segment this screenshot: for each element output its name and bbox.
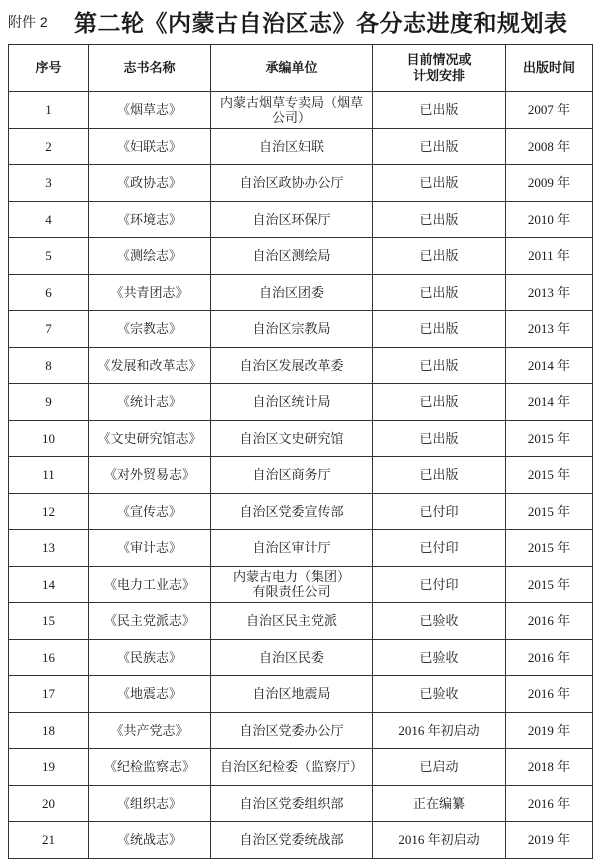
cell-name: 《地震志》: [89, 676, 211, 713]
cell-year: 2015 年: [506, 457, 593, 494]
cell-year: 2011 年: [506, 238, 593, 275]
annex-label: 附件 2: [8, 14, 48, 30]
cell-year: 2016 年: [506, 603, 593, 640]
cell-no: 3: [9, 165, 89, 202]
cell-status: 已出版: [373, 165, 506, 202]
cell-status: 已出版: [373, 274, 506, 311]
cell-name: 《共产党志》: [89, 712, 211, 749]
table-row: [9, 384, 593, 421]
header-year: 出版时间: [506, 45, 593, 92]
cell-unit: 自治区党委办公厅: [211, 712, 373, 749]
cell-no: 19: [9, 749, 89, 786]
cell-unit: 自治区民委: [211, 639, 373, 676]
cell-unit: 自治区地震局: [211, 676, 373, 713]
cell-year: 2016 年: [506, 639, 593, 676]
header-row: [9, 45, 593, 92]
cell-status: 2016 年初启动: [373, 822, 506, 859]
cell-status: 已出版: [373, 92, 506, 129]
table-row: [9, 347, 593, 384]
progress-table: [8, 44, 593, 859]
table-row: [9, 238, 593, 275]
cell-no: 2: [9, 128, 89, 165]
cell-unit: 自治区商务厅: [211, 457, 373, 494]
table-row: [9, 822, 593, 859]
cell-year: 2014 年: [506, 347, 593, 384]
table-row: [9, 785, 593, 822]
table-row: [9, 201, 593, 238]
cell-name: 《民族志》: [89, 639, 211, 676]
cell-name: 《统计志》: [89, 384, 211, 421]
cell-name: 《民主党派志》: [89, 603, 211, 640]
table-row: [9, 420, 593, 457]
table-row: [9, 493, 593, 530]
cell-no: 20: [9, 785, 89, 822]
cell-year: 2016 年: [506, 785, 593, 822]
cell-year: 2019 年: [506, 712, 593, 749]
cell-no: 18: [9, 712, 89, 749]
cell-no: 16: [9, 639, 89, 676]
header-name: 志书名称: [89, 45, 211, 92]
cell-name: 《宗教志》: [89, 311, 211, 348]
table-row: [9, 639, 593, 676]
table-row: [9, 530, 593, 567]
cell-year: 2015 年: [506, 530, 593, 567]
cell-no: 13: [9, 530, 89, 567]
cell-unit: 自治区政协办公厅: [211, 165, 373, 202]
cell-year: 2008 年: [506, 128, 593, 165]
cell-unit: 自治区测绘局: [211, 238, 373, 275]
cell-name: 《政协志》: [89, 165, 211, 202]
cell-no: 15: [9, 603, 89, 640]
cell-status: 正在编纂: [373, 785, 506, 822]
header-unit: 承编单位: [211, 45, 373, 92]
cell-year: 2018 年: [506, 749, 593, 786]
table-row: [9, 165, 593, 202]
cell-unit: 自治区党委宣传部: [211, 493, 373, 530]
table-row: [9, 92, 593, 129]
table-row: [9, 712, 593, 749]
cell-name: 《共青团志》: [89, 274, 211, 311]
table-header: [9, 45, 593, 92]
table-body: [9, 92, 593, 859]
cell-no: 4: [9, 201, 89, 238]
cell-unit: 自治区党委统战部: [211, 822, 373, 859]
cell-year: 2007 年: [506, 92, 593, 129]
cell-name: 《宣传志》: [89, 493, 211, 530]
cell-name: 《文史研究馆志》: [89, 420, 211, 457]
cell-no: 10: [9, 420, 89, 457]
cell-unit: 自治区民主党派: [211, 603, 373, 640]
cell-status: 已出版: [373, 128, 506, 165]
cell-no: 8: [9, 347, 89, 384]
table-row: [9, 749, 593, 786]
table-row: [9, 603, 593, 640]
cell-status: 已付印: [373, 566, 506, 603]
cell-unit: 自治区党委组织部: [211, 785, 373, 822]
table-row: [9, 128, 593, 165]
cell-no: 14: [9, 566, 89, 603]
cell-no: 21: [9, 822, 89, 859]
cell-no: 11: [9, 457, 89, 494]
cell-status: 已验收: [373, 639, 506, 676]
cell-status: 已验收: [373, 676, 506, 713]
cell-status: 已出版: [373, 420, 506, 457]
cell-year: 2009 年: [506, 165, 593, 202]
cell-name: 《组织志》: [89, 785, 211, 822]
cell-year: 2015 年: [506, 566, 593, 603]
cell-name: 《纪检监察志》: [89, 749, 211, 786]
table-row: [9, 566, 593, 603]
cell-unit: 自治区妇联: [211, 128, 373, 165]
cell-unit: 自治区纪检委（监察厅）: [211, 749, 373, 786]
table-row: [9, 457, 593, 494]
cell-status: 已出版: [373, 457, 506, 494]
cell-year: 2013 年: [506, 311, 593, 348]
cell-name: 《电力工业志》: [89, 566, 211, 603]
cell-no: 7: [9, 311, 89, 348]
cell-status: 已出版: [373, 238, 506, 275]
cell-unit: 内蒙古烟草专卖局（烟草 公司）: [211, 92, 373, 129]
cell-status: 已出版: [373, 384, 506, 421]
cell-name: 《测绘志》: [89, 238, 211, 275]
table-row: [9, 676, 593, 713]
header-no: 序号: [9, 45, 89, 92]
cell-no: 6: [9, 274, 89, 311]
cell-year: 2019 年: [506, 822, 593, 859]
cell-status: 已付印: [373, 493, 506, 530]
cell-unit: 自治区发展改革委: [211, 347, 373, 384]
cell-year: 2015 年: [506, 420, 593, 457]
cell-name: 《环境志》: [89, 201, 211, 238]
cell-name: 《妇联志》: [89, 128, 211, 165]
cell-name: 《烟草志》: [89, 92, 211, 129]
cell-unit: 内蒙古电力（集团） 有限责任公司: [211, 566, 373, 603]
cell-status: 2016 年初启动: [373, 712, 506, 749]
cell-year: 2013 年: [506, 274, 593, 311]
cell-unit: 自治区审计厅: [211, 530, 373, 567]
cell-no: 9: [9, 384, 89, 421]
cell-unit: 自治区团委: [211, 274, 373, 311]
header-status: 目前情况或 计划安排: [373, 45, 506, 92]
cell-unit: 自治区文史研究馆: [211, 420, 373, 457]
cell-name: 《审计志》: [89, 530, 211, 567]
cell-status: 已出版: [373, 347, 506, 384]
cell-status: 已验收: [373, 603, 506, 640]
cell-unit: 自治区宗教局: [211, 311, 373, 348]
cell-year: 2015 年: [506, 493, 593, 530]
table-row: [9, 274, 593, 311]
cell-no: 1: [9, 92, 89, 129]
cell-unit: 自治区统计局: [211, 384, 373, 421]
cell-unit: 自治区环保厅: [211, 201, 373, 238]
cell-no: 17: [9, 676, 89, 713]
cell-year: 2010 年: [506, 201, 593, 238]
cell-name: 《统战志》: [89, 822, 211, 859]
page-title: 第二轮《内蒙古自治区志》各分志进度和规划表: [74, 11, 568, 36]
cell-status: 已出版: [373, 201, 506, 238]
cell-no: 12: [9, 493, 89, 530]
cell-name: 《对外贸易志》: [89, 457, 211, 494]
cell-name: 《发展和改革志》: [89, 347, 211, 384]
cell-status: 已启动: [373, 749, 506, 786]
cell-year: 2014 年: [506, 384, 593, 421]
cell-status: 已出版: [373, 311, 506, 348]
cell-no: 5: [9, 238, 89, 275]
cell-status: 已付印: [373, 530, 506, 567]
cell-year: 2016 年: [506, 676, 593, 713]
table-row: [9, 311, 593, 348]
